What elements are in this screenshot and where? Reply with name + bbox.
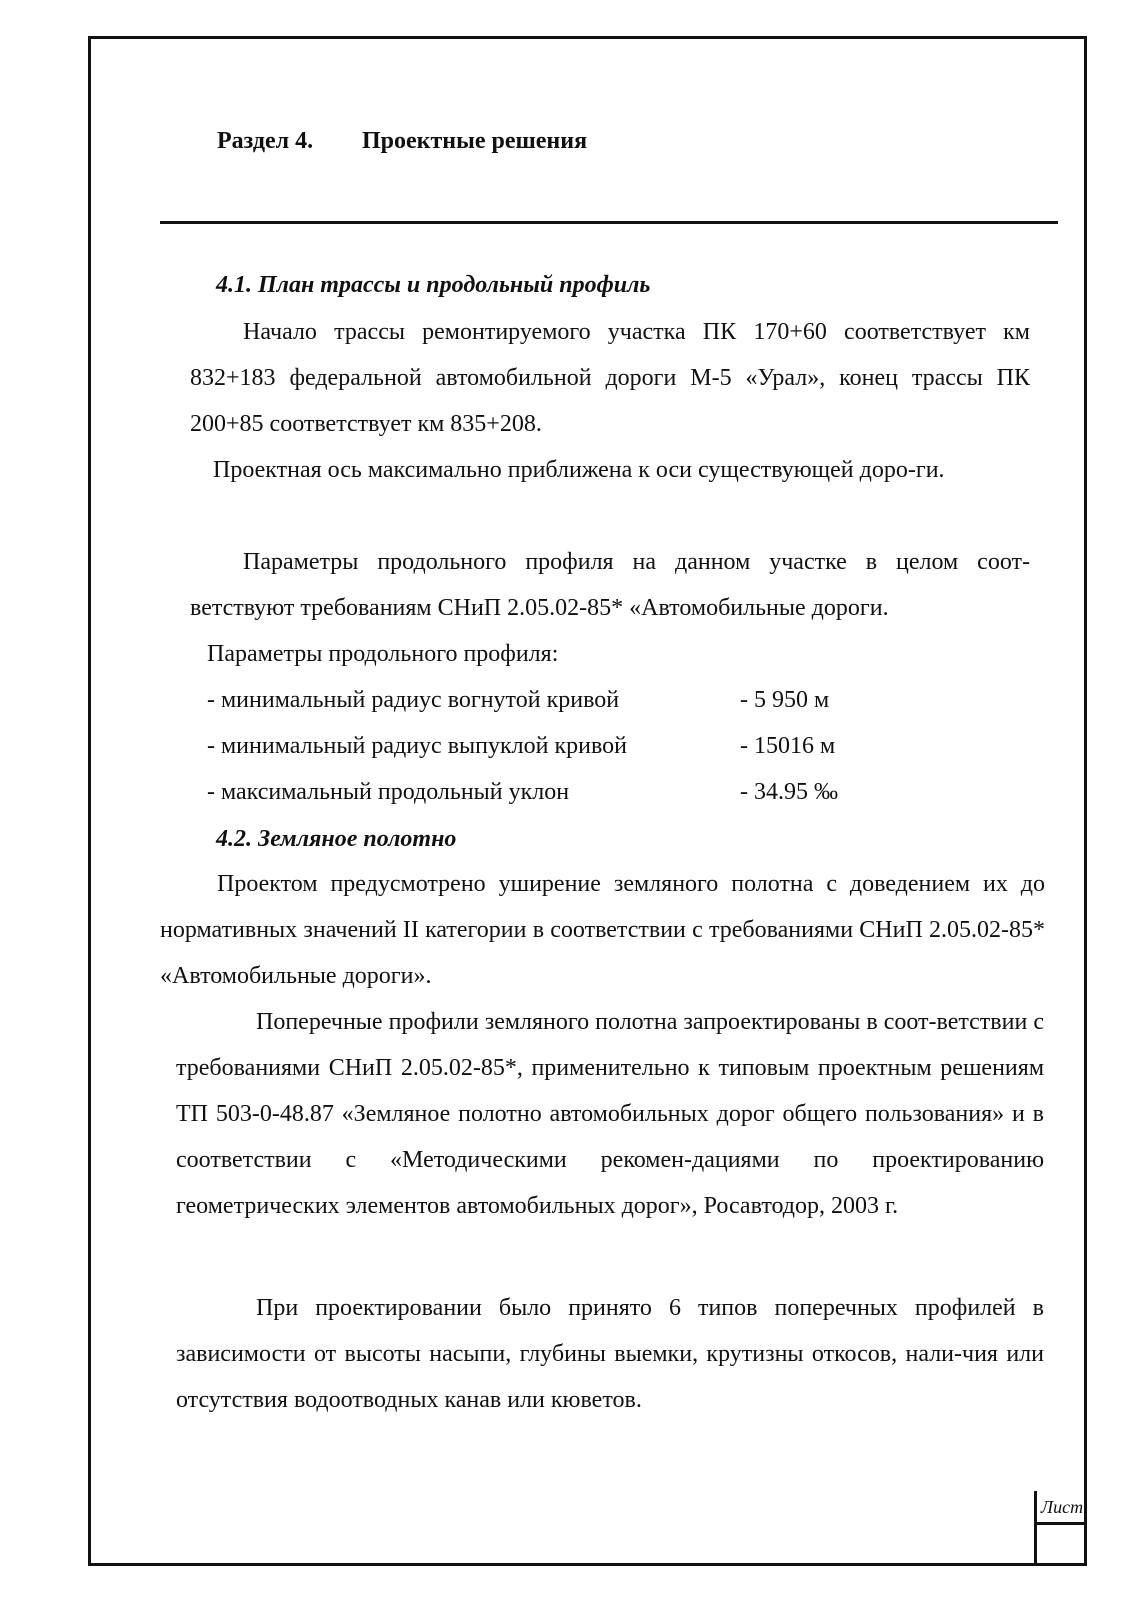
paragraph-design-axis: Проектная ось максимально приближена к оси существующей доро-ги. [213,457,945,483]
heading-4-2: 4.2. Земляное полотно [216,826,457,852]
param-value-concave: - 5 950 м [740,687,830,713]
section-number: Раздел 4. [217,128,314,154]
param-value-convex: - 15016 м [740,733,836,759]
sheet-label: Лист [1037,1491,1087,1525]
header-divider [160,221,1058,224]
param-label-convex: - минимальный радиус выпуклой кривой [207,733,627,759]
param-label-concave: - минимальный радиус вогнутой кривой [207,687,620,713]
param-label-grade: - максимальный продольный уклон [207,779,570,805]
paragraph-route-start: Начало трассы ремонтируемого участка ПК 170+60 соответствует км 832+183 федеральной автомобильной дороги М-5 «Урал», конец трассы ПК 200+85 соответствует км 835+208. [190,319,1030,437]
paragraph-profile-types: При проектировании было принято 6 типов поперечных профилей в зависимости от высоты насыпи, глубины выемки, крутизны откосов, нали-чия или отсутствия водоотводных канав или кюветов. [176,1295,1044,1413]
paragraph-profile-compliance: Параметры продольного профиля на данном участке в целом соот-ветствуют требованиям СНиП 2.05.02-85* «Автомобильные дороги. [190,549,1030,621]
section-header [217,128,587,155]
sheet-stamp [1034,1491,1087,1566]
paragraph-cross-sections: Поперечные профили земляного полотна запроектированы в соот-ветствии с требованиями СНиП 2.05.02-85*, применительно к типовым проектным решениям ТП 503-0-48.87 «Земляное полотно автомобильных дорог общего пользования» и в соответствии с «Методическими рекомен-дациями по проектированию геометрических элементов автомобильных дорог», Росавтодор, 2003 г. [176,1009,1044,1219]
param-value-grade: - 34.95 ‰ [740,779,838,805]
heading-4-1: 4.1. План трассы и продольный профиль [216,272,651,298]
params-title: Параметры продольного профиля: [207,641,559,667]
section-title: Проектные решения [362,128,588,154]
paragraph-widening: Проектом предусмотрено уширение земляного полотна с доведением их до нормативных значений II категории в соответствии с требованиями СНиП 2.05.02-85* «Автомобильные дороги». [160,871,1045,989]
